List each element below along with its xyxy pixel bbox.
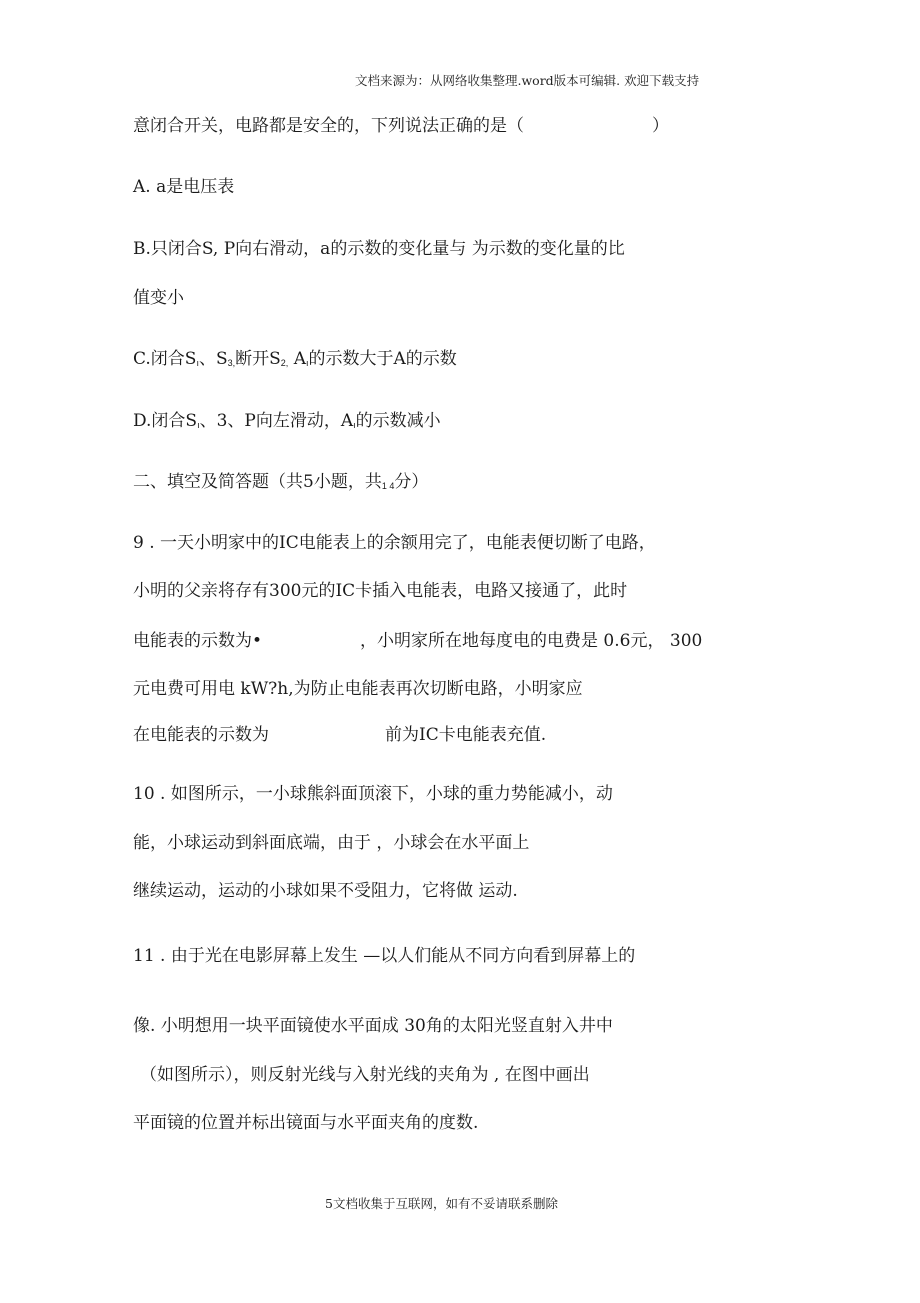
- q8-option-d: [133, 410, 441, 436]
- q8-option-d-sub-a1: ı: [353, 420, 356, 430]
- q10-line2: 能，小球运动到斜面底端，由于 ，小球会在水平面上: [133, 833, 530, 853]
- q8-option-c-post: 的示数大于A的示数: [308, 349, 457, 369]
- q8-option-c-sub-a1: ı: [306, 358, 309, 368]
- q8-option-c-sub-s2: 2,: [280, 358, 289, 368]
- page-header: 文档来源为：从网络收集整理.word版本可编辑. 欢迎下载支持: [355, 73, 700, 88]
- q8-stem: [133, 115, 669, 137]
- section-2-heading-pre: 二、填空及简答题（共5小题，共: [133, 472, 382, 492]
- q11-line3: （如图所示），则反射光线与入射光线的夹角为 , 在图中画出: [140, 1065, 590, 1085]
- q8-stem-text: 意闭合开关，电路都是安全的，下列说法正确的是（: [133, 116, 524, 136]
- q11-line1: 11 . 由于光在电影屏幕上发生 —以人们能从不同方向看到屏幕上的: [133, 946, 636, 966]
- q8-option-d-pre: D.闭合S: [133, 411, 198, 431]
- q9-line3: [133, 630, 702, 652]
- page-footer: 5文档收集于互联网，如有不妥请联系删除: [325, 1196, 558, 1211]
- q8-option-d-post: 的示数减小: [355, 411, 441, 431]
- q8-stem-close: ）: [652, 116, 669, 136]
- q10-line1: 10 . 如图所示，一小球熊斜面顶滚下，小球的重力势能减小，动: [133, 784, 613, 804]
- q10-line3: 继续运动，运动的小球如果不受阻力，它将做 运动.: [133, 881, 518, 901]
- q8-option-c-mid2: 断开S: [235, 349, 281, 369]
- q9-line1: 9 . 一天小明家中的IC电能表上的余额用完了，电能表便切断了电路，: [133, 533, 656, 553]
- q8-option-c-sub-s1: ı: [196, 358, 199, 368]
- q9-line4: 元电费可用电 kW?h,为防止电能表再次切断电路，小明家应: [133, 679, 583, 699]
- q9-line5-b: 前为IC卡电能表充值.: [385, 725, 547, 745]
- q8-option-a: A. a是电压表: [133, 177, 235, 197]
- q8-option-b-line1: B.只闭合S, P向右滑动，a的示数的变化量与 为示数的变化量的比: [133, 239, 625, 259]
- q8-option-c-sub-s3: 3,: [227, 358, 236, 368]
- q9-line5: [133, 724, 546, 746]
- section-2-heading-post: 分）: [394, 472, 429, 492]
- q9-line3-a: 电能表的示数为•: [133, 631, 263, 651]
- q8-option-c-mid1: 、S: [198, 349, 228, 369]
- q8-option-d-mid: 、3、P向左滑动，A: [199, 411, 354, 431]
- q9-line3-b: ，小明家所在地每度电的电费是 0.6元， 300: [360, 631, 703, 651]
- q11-line2: 像. 小明想用一块平面镜使水平面成 30角的太阳光竖直射入井中: [133, 1016, 613, 1036]
- q9-line5-a: 在电能表的示数为: [133, 725, 269, 745]
- section-2-heading: [133, 471, 428, 497]
- q8-option-c-pre: C.闭合S: [133, 349, 197, 369]
- q11-line4: 平面镜的位置并标出镜面与水平面夹角的度数.: [133, 1113, 479, 1133]
- q8-option-c: [133, 348, 457, 374]
- q9-line2: 小明的父亲将存有300元的IC卡插入电能表，电路又接通了，此时: [133, 581, 628, 601]
- section-2-heading-sub: 1 4: [381, 481, 395, 491]
- q8-option-b-line2: 值变小: [133, 288, 184, 308]
- q8-option-d-sub-s1: ı: [197, 420, 200, 430]
- q8-option-c-mid3: A: [288, 349, 306, 369]
